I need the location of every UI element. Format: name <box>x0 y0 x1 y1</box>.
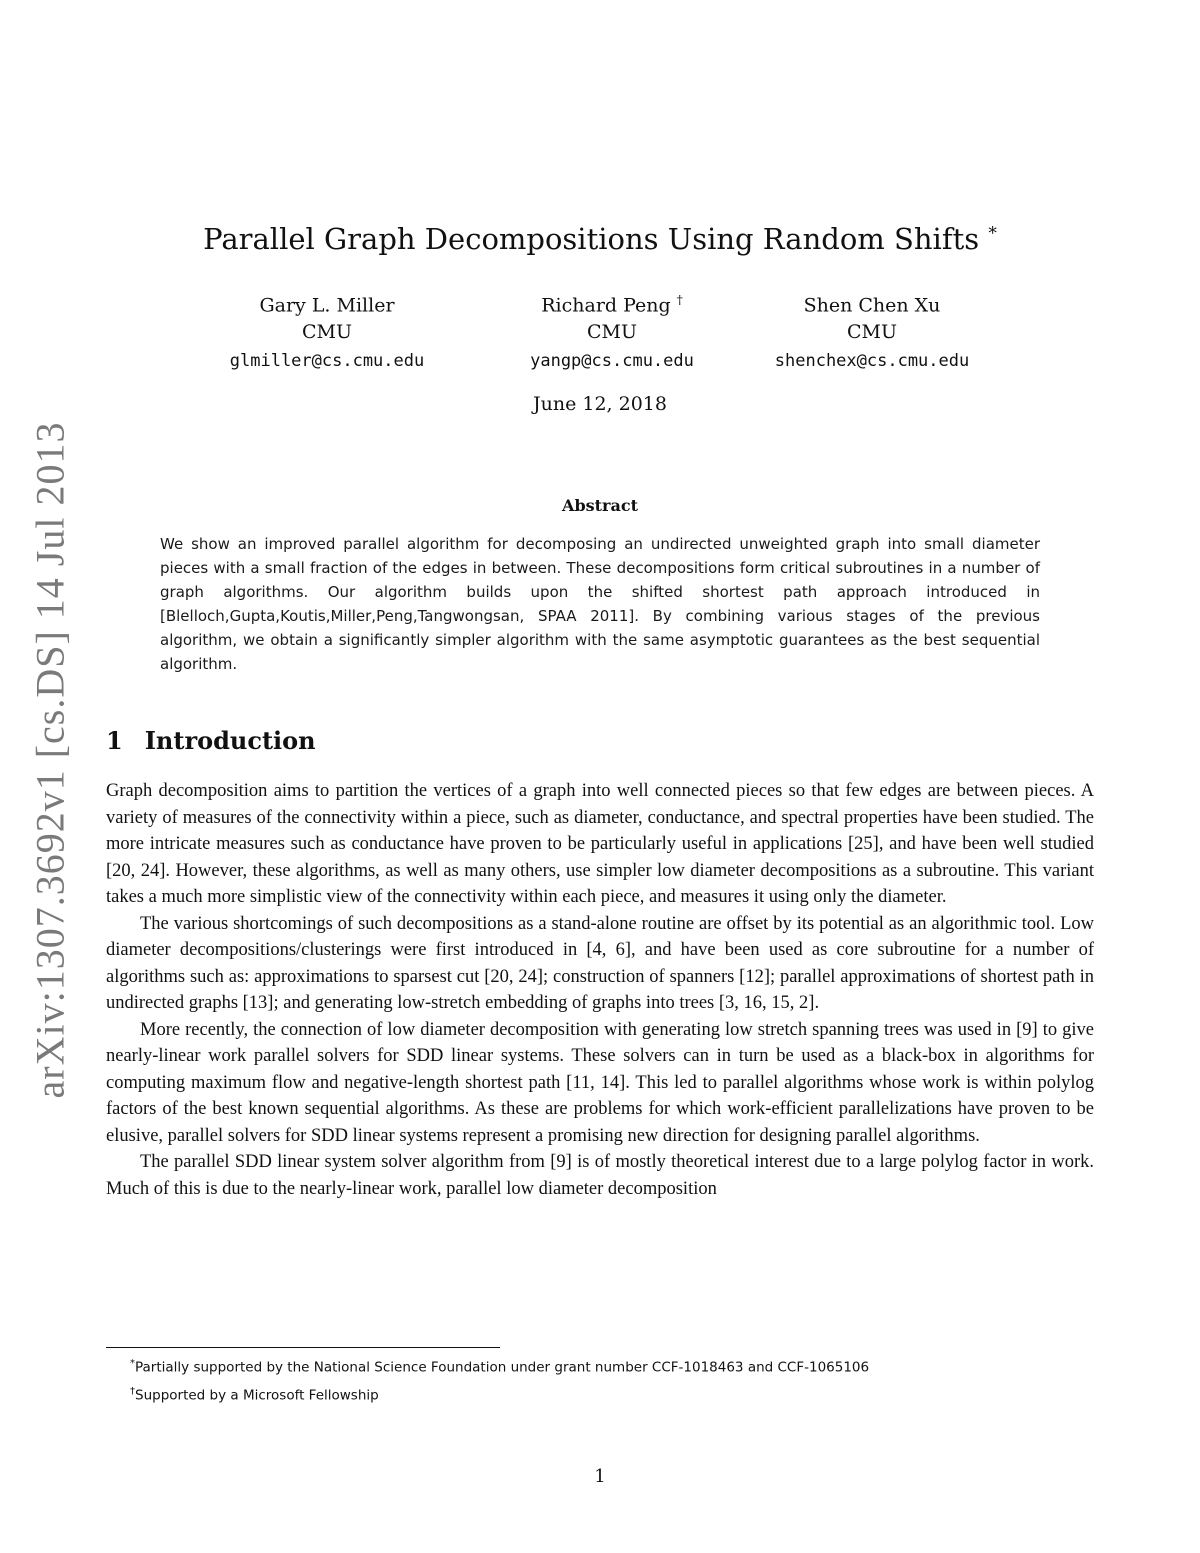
author-name: Shen Chen Xu <box>803 294 941 317</box>
author-email: shenchex@cs.cmu.edu <box>774 351 970 372</box>
section-body <box>106 778 1094 1202</box>
author-affiliation: CMU <box>586 321 637 344</box>
title-text: Parallel Graph Decompositions Using Random Shifts <box>203 222 980 256</box>
paragraph: More recently, the connection of low diameter decomposition with generating low stretch spanning trees was used in [9] to give nearly-linear work parallel solvers for SDD linear systems. These solvers can in turn be used as a black-box in algorithms for computing maximum flow and negative-length shortest path [11, 14]. This led to parallel algorithms whose work is within polylog factors of the best known sequential algorithms. As these are problems for which work-efficient parallelizations have proven to be elusive, parallel solvers for SDD linear systems represent a promising new direction for designing parallel algorithms. <box>106 1019 1094 1146</box>
footnotes <box>130 1352 869 1407</box>
author-name: Gary L. Miller <box>259 294 395 317</box>
paper-date: June 12, 2018 <box>533 393 667 415</box>
title-footnote-mark: * <box>988 223 997 244</box>
author-affiliation: CMU <box>846 321 897 344</box>
author-1 <box>167 287 487 375</box>
author-3 <box>712 287 1032 375</box>
section-number: 1 <box>106 726 123 755</box>
author-email: glmiller@cs.cmu.edu <box>229 351 425 372</box>
author-name: Richard Peng † <box>541 293 683 317</box>
paragraph: The parallel SDD linear system solver algorithm from [9] is of mostly theoretical interest due to a large polylog factor in work. Much of this is due to the nearly-linear work, parallel low diameter decomposition <box>106 1152 1094 1199</box>
abstract-text: We show an improved parallel algorithm for decomposing an undirected unweighted graph into small diameter pieces with a small fraction of the edges in between. These decompositions form critical subroutines in a number of graph algorithms. Our algorithm builds upon the shifted shortest path approach introduced in [Blelloch,Gupta,Koutis,Miller,Peng,Tangwongsan, SPAA 2011]. By combining various stages of the previous algorithm, we obtain a significantly simpler algorithm with the same asymptotic guarantees as the best sequential algorithm. <box>160 535 1040 673</box>
paragraph: The various shortcomings of such decompositions as a stand-alone routine are offset by its potential as an algorithmic tool. Low diameter decompositions/clusterings were first introduced in [4, 6], and have been used as core subroutine for a number of algorithms such as: approximations to sparsest cut [20, 24]; construction of spanners [12]; parallel approximations of shortest path in undirected graphs [13]; and generating low-stretch embedding of graphs into trees [3, 16, 15, 2]. <box>106 913 1094 1013</box>
paper-title <box>0 222 1200 256</box>
arxiv-stamp: arXiv:1307.3692v1 [cs.DS] 14 Jul 2013 <box>27 421 73 1099</box>
footnote-2: †Supported by a Microsoft Fellowship <box>130 1385 379 1403</box>
footnote-1: *Partially supported by the National Science Foundation under grant number CCF-1018463 and CCF-1065106 <box>130 1358 870 1376</box>
page-number: 1 <box>594 1466 606 1487</box>
paragraph: Graph decomposition aims to partition the vertices of a graph into well connected pieces so that few edges are between pieces. A variety of measures of the connectivity within a piece, such as diameter, conductance, and spectral properties have been studied. The more intricate measures such as conductance have proven to be particularly useful in applications [25], and have been well studied [20, 24]. However, these algorithms, as well as many others, use simpler low diameter decompositions as a subroutine. This variant takes a much more simplistic view of the connectivity within each piece, and measures it using only the diameter. <box>106 781 1094 907</box>
section-title: Introduction <box>144 726 316 755</box>
abstract-heading: Abstract <box>562 496 638 515</box>
author-email: yangp@cs.cmu.edu <box>530 351 694 372</box>
footnote-rule <box>106 1347 500 1348</box>
section-heading <box>106 726 316 755</box>
author-affiliation: CMU <box>301 321 352 344</box>
